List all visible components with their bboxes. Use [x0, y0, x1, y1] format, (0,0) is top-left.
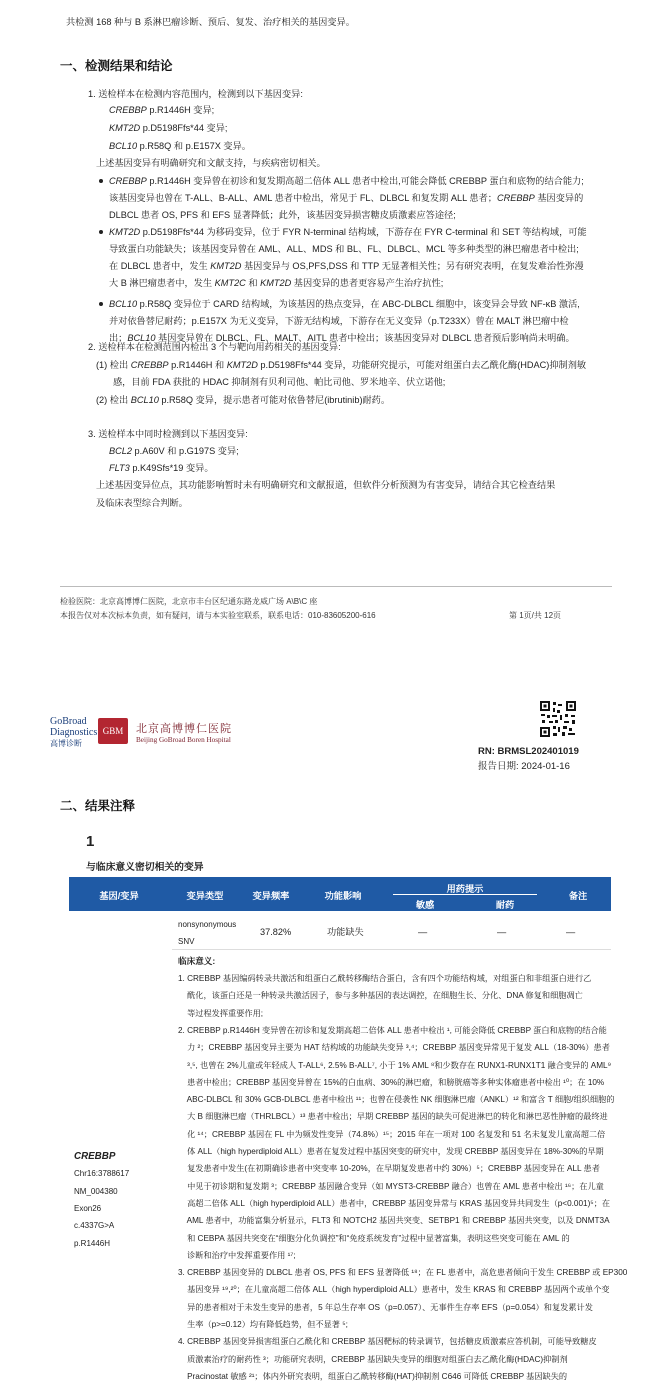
- gene-line: [109, 140, 251, 153]
- variant: p.K49Sfs*19 变异。: [129, 463, 214, 473]
- clin-line: 患者中检出；CREBBP 基因变异曾在 15%的白血病、30%的淋巴瘤，和膀胱癌等多种实体瘤患者中检出 ¹⁰；在 10%: [178, 1077, 605, 1087]
- clin-line: Pracinostat 敏感 ²¹；体内外研究表明，组蛋白乙酰转移酶(HAT)抑制剂 C646 可降低 CREBBP 基因缺失的: [178, 1371, 568, 1381]
- clin-line: 化 ¹⁴；CREBBP 基因在 FL 中为频发性变异（74.8%）¹⁵；2015 年在一项对 100 名复发和 51 名未复发儿童高超二倍: [178, 1129, 606, 1139]
- bullet-line: 导致蛋白功能缺失；该基因变异曾在 AML、ALL、MDS 和 BL、FL、DLBCL、MCL 等多种类型的淋巴瘤患者中检出;: [109, 244, 579, 254]
- logo-line: 高博诊断: [50, 739, 82, 748]
- bullet-dot: [99, 230, 103, 234]
- cell-impact: 功能缺失: [327, 927, 364, 937]
- bullet-line: [109, 260, 584, 273]
- clin-line: ³,⁵, 也曾在 2%儿童或年轻成人 T-ALL⁶, 2.5% B-ALL⁷, 小于 1% AML ⁸和少数存在 RUNX1-RUNX1T1 融合变异的 AML⁹: [178, 1060, 612, 1070]
- clin-line: 和 CEBPA 基因共突变在“细胞分化负调控”和“免疫系统发育”过程中显著富集，表明这些突变可能在 AML 的: [178, 1233, 570, 1243]
- clin-line: 复发患者中发生(在初期确诊患者中突变率 10-20%，在早期复发患者中约 30%）⁵；CREBBP 基因变异在 ALL 患者: [178, 1164, 600, 1174]
- bullet-text: 大 B 淋巴瘤患者中，发生: [109, 278, 215, 288]
- clin-line: 2. CREBBP p.R1446H 变异曾在初诊和复发期高超二倍体 ALL 患者中检出 ¹, 可能会降低 CREBBP 蛋白和底物的结合能: [178, 1025, 607, 1035]
- gene-name: BCL2: [109, 446, 132, 456]
- bullet-line: [109, 226, 587, 239]
- logo-line: Diagnostics: [50, 727, 98, 738]
- bullet-text: p.D5198Ffs*44 为移码变异，位于 FYR N-terminal 结构域，下游存在 FYR C-terminal 和 SET 等结构域，可能: [140, 227, 587, 237]
- row-divider: [172, 949, 611, 950]
- gene-name: CREBBP: [109, 176, 147, 186]
- bullet-dot: [99, 302, 103, 306]
- th-resistant: 耐药: [495, 900, 515, 910]
- bullet-text: 基因变异的: [534, 193, 584, 203]
- gene-name-cell: CREBBP: [74, 1151, 116, 1162]
- bullet-text: p.R58Q 变异位于 CARD 结构域，为该基因的热点变异，在 ABC-DLBCL 细胞中，该变异会导致 NF-κB 激活,: [137, 299, 580, 309]
- sub-text: (2) 检出: [96, 395, 131, 405]
- gene-name: CREBBP: [130, 360, 169, 370]
- section2-title: 二、结果注释: [60, 799, 136, 813]
- cell-sensitive: —: [418, 927, 428, 937]
- clin-line: 中见于初诊期和复发期 ³；CREBBP 基因融合变异（如 MYST3-CREBBP 融合）也曾在 AML 患者中检出 ¹⁶；在儿童: [178, 1181, 604, 1191]
- item2-lead: 2. 送检样本在检测范围内检出 3 个与靶向用药相关的基因变异:: [88, 342, 341, 352]
- clin-line: ABC-DLBCL 和 30% GCB-DLBCL 患者中检出 ¹¹；也曾在侵袭性 NK 细胞淋巴瘤（ANKL）¹² 和富含 T 细胞/组织细胞的: [178, 1095, 615, 1105]
- bullet-text: 基因变异与 OS,PFS,DSS 和 TTP 无显著相关性；另有研究表明，在复发难治性弥漫: [241, 261, 584, 271]
- gene-name: KMT2D: [226, 360, 258, 370]
- gene-nm: NM_004380: [74, 1187, 118, 1196]
- item2-sub: [96, 394, 390, 407]
- bullet-line: [109, 277, 443, 290]
- clin-line: 等过程发挥重要作用;: [178, 1008, 264, 1018]
- variant: p.R1446H 变异;: [146, 105, 215, 115]
- bullet-line: [109, 298, 580, 311]
- cell-remark: —: [566, 927, 576, 937]
- page-number: 第 1页/共 12页: [509, 611, 562, 620]
- bullet-text: 该基因变异也曾在 T-ALL、B-ALL、AML 患者中检出，常见于 FL、DLBCL 和复发期 ALL 患者；: [109, 193, 497, 203]
- logo-line: GoBroad: [50, 716, 87, 727]
- clin-line: 大 B 细胞淋巴瘤（THRLBCL）¹³ 患者中检出；早期 CREBBP 基因的缺失可促进淋巴的转化和淋巴恶性肿瘤的最终进: [178, 1112, 608, 1122]
- gene-name: CREBBP: [496, 193, 535, 203]
- cell-type1: nonsynonymous: [178, 920, 237, 929]
- hospital-name-cn: 北京高博博仁医院: [136, 723, 232, 735]
- clin-line: 质激素治疗的耐药性 ³；功能研究表明，CREBBP 基因缺失变异的细胞对组蛋白去乙酰化酶(HDAC)抑制剂: [178, 1354, 568, 1364]
- clin-line: 体 ALL（high hyperdiploid ALL）患者在复发过程中基因突变的研究中，发现 CREBBP 基因变异在 18%-30%的早期: [178, 1147, 604, 1156]
- gene-line: [109, 462, 214, 475]
- gobroad-logo: [50, 716, 97, 749]
- bullet-text: p.R1446H 变异曾在初诊和复发期高超二倍体 ALL 患者中检出,可能会降低 CREBBP 蛋白和底物的结合能力;: [146, 176, 584, 186]
- gbm-logo: [98, 718, 128, 744]
- footer-note: 本报告仅对本次标本负责，如有疑问，请与本实验室联系，联系电话：010-83605200-616: [60, 611, 376, 620]
- gene-name: KMT2D: [109, 123, 141, 133]
- clin-title: 临床意义:: [178, 956, 216, 966]
- sub-text: p.R1446H 和: [168, 360, 227, 370]
- clin-line: 酰化，该蛋白还是一种转录共激活因子，参与多种基因的表达调控，在细胞生长、分化、DNA 修复和细胞凋亡: [178, 991, 583, 1001]
- item1-lead: 1. 送检样本在检测内容范围内，检测到以下基因变异:: [88, 89, 303, 99]
- sub-text: (1) 检出: [96, 360, 131, 370]
- gene-name: CREBBP: [109, 105, 147, 115]
- hospital-name-en: Beijing GoBroad Boren Hospital: [136, 736, 231, 744]
- gene-protein: p.R1446H: [74, 1239, 111, 1248]
- item3-lead: 3. 送检样本中同时检测到以下基因变异:: [88, 429, 248, 439]
- bullet-line: 并对依鲁替尼耐药；p.E157X 为无义变异，下游无结构域，下游存在无义变异（p.T233X）曾在 MALT 淋巴瘤中检: [109, 316, 569, 326]
- gene-line: [109, 445, 239, 458]
- th-divider: [393, 894, 537, 895]
- clin-line: 4. CREBBP 基因变异损害组蛋白乙酰化和 CREBBP 基因靶标的转录调节，包括糖皮质激素应答机制，可能导致糖皮: [178, 1337, 597, 1347]
- th-remark: 备注: [568, 891, 588, 901]
- section-title: 一、检测结果和结论: [60, 59, 173, 73]
- gene-name: KMT2D: [109, 227, 141, 237]
- section2-number: 1: [86, 833, 95, 850]
- gene-chr: Chr16:3788617: [74, 1169, 130, 1178]
- sub-text: p.D5198Ffs*44 变异，功能研究提示，可能对组蛋白去乙酰化酶(HDAC)抑制剂敏: [257, 360, 587, 370]
- qr-code: [539, 700, 577, 738]
- intro-text: 共检测 168 种与 B 系淋巴瘤诊断、预后、复发、治疗相关的基因变异。: [66, 17, 355, 27]
- clin-line: 1. CREBBP 基因编码转录共激活和组蛋白乙酰转移酶结合蛋白，含有四个功能结构域，对组蛋白和非组蛋白进行乙: [178, 974, 592, 983]
- bullet-text: 和: [245, 278, 261, 288]
- footer-hospital: 检验医院：北京高博博仁医院，北京市丰台区纪通东路龙威广场 A\B\C 座: [60, 597, 318, 606]
- summary-text: 上述基因变异有明确研究和文献支持，与疾病密切相关。: [96, 158, 326, 168]
- bullet-line: DLBCL 患者 OS, PFS 和 EFS 显著降低；此外，该基因变异损害糖皮质激素应答途径;: [109, 210, 456, 220]
- bullet-text: 在 DLBCL 患者中，发生: [109, 261, 211, 271]
- clin-line: 力 ²；CREBBP 基因变异主要为 HAT 结构域的功能缺失变异 ³,⁴；CREBBP 基因变异常见于复发 ALL（18-30%）患者: [178, 1043, 610, 1053]
- th-impact: 功能影响: [324, 891, 362, 901]
- item2-sub: [96, 359, 586, 372]
- clin-line: 高超二倍体 ALL（high hyperdiploid ALL）患者中，CREBBP 基因变异常与 KRAS 基因变异共同发生（p<0.001)⁵；在: [178, 1198, 611, 1208]
- bullet-line: [109, 175, 584, 188]
- th-freq: 变异频率: [252, 891, 290, 901]
- cell-resistant: —: [497, 927, 507, 937]
- report-date: 报告日期: 2024-01-16: [478, 761, 570, 772]
- bullet-line: [109, 192, 583, 205]
- th-type: 变异类型: [186, 891, 224, 901]
- clin-line: 诊断和治疗中发挥重要作用 ¹⁷;: [178, 1250, 296, 1260]
- table-header: [69, 877, 611, 911]
- item3-text: 上述基因变异位点，其功能影响暂时未有明确研究和文献报道，但软件分析预测为有害变异，请结合其它检查结果: [96, 480, 556, 490]
- gene-name: KMT2D: [210, 261, 242, 271]
- item3-text: 及临床表型综合判断。: [96, 498, 188, 508]
- bullet-text: 基因变异的患者更容易产生治疗抗性;: [291, 278, 444, 288]
- gene-exon: Exon26: [74, 1204, 102, 1213]
- th-gene: 基因/变异: [99, 891, 139, 901]
- th-drug: 用药提示: [446, 884, 484, 894]
- gene-name: BCL10: [109, 299, 138, 309]
- bullet-dot: [99, 179, 103, 183]
- th-sensitive: 敏感: [415, 900, 435, 910]
- sub-text: p.R58Q 变异，提示患者可能对依鲁替尼(ibrutinib)耐药。: [158, 395, 391, 405]
- clin-line: AML 患者中，功能富集分析显示，FLT3 和 NOTCH2 基因共突变、SETBP1 和 CREBBP 基因共突变，以及 DNMT3A: [178, 1216, 610, 1226]
- clin-line: 基因变异 ¹⁹,²⁰；在儿童高超二倍体 ALL（high hyperdiploid ALL）患者中，发生 KRAS 和 CREBBP 基因两个或单个变: [178, 1285, 610, 1295]
- variant: p.R58Q 和 p.E157X 变异。: [137, 141, 251, 151]
- gene-name: KMT2C: [214, 278, 246, 288]
- gene-name: BCL10: [109, 141, 138, 151]
- gene-name: FLT3: [109, 463, 130, 473]
- gbm-text: GBM: [102, 726, 124, 736]
- footer-divider: [60, 586, 612, 587]
- gene-name: BCL10: [130, 395, 159, 405]
- bullet-text: 出；: [109, 333, 128, 343]
- bullet-text: 基因变异曾在 DLBCL、FL、MALT、AITL 患者中检出；该基因变异对 DLBCL 患者预后影响尚未明确。: [155, 333, 575, 343]
- gene-name: BCL10: [127, 333, 156, 343]
- gene-name: KMT2D: [260, 278, 292, 288]
- item2-sub: 感，目前 FDA 获批的 HDAC 抑制剂有贝利司他、帕比司他、罗米地辛、伏立诺他;: [113, 377, 446, 387]
- gene-line: [109, 122, 227, 135]
- report-rn: RN: BRMSL202401019: [478, 746, 579, 757]
- cell-type2: SNV: [178, 937, 195, 946]
- variant: p.A60V 和 p.G197S 变异;: [131, 446, 239, 456]
- clin-line: 3. CREBBP 基因变异的 DLBCL 患者 OS, PFS 和 EFS 显著降低 ¹⁸；在 FL 患者中，高危患者倾向于发生 CREBBP 或 EP300: [178, 1268, 628, 1278]
- section2-subtitle: 与临床意义密切相关的变异: [86, 862, 204, 873]
- clin-line: 异的患者相对于未发生变异的患者，5 年总生存率 OS（p=0.057）、无事件生存率 EFS（p=0.054）和复发累计发: [178, 1302, 593, 1312]
- variant: p.D5198Ffs*44 变异;: [140, 123, 228, 133]
- cell-freq: 37.82%: [260, 927, 292, 937]
- gene-line: [109, 104, 214, 117]
- clin-line: 生率（p>=0.12）均有降低趋势，但不显著 ⁵;: [178, 1320, 348, 1329]
- gene-cdna: c.4337G>A: [74, 1221, 115, 1230]
